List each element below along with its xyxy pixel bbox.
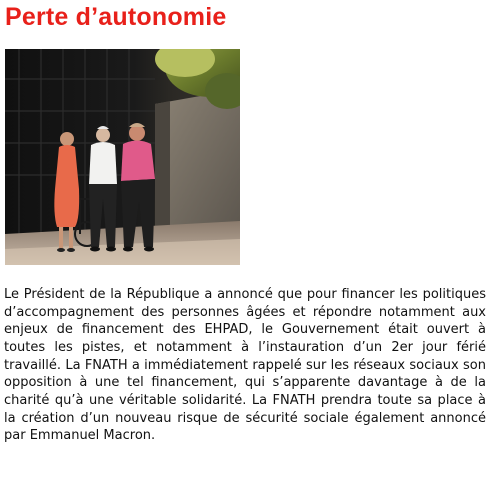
article-photo [5,49,240,265]
page-title: Perte d’autonomie [5,3,227,31]
article-body: Le Président de la République a annoncé que pour financer les politiques d’accompagnement des personnes âgées et répondre notamment aux enjeux de financement des EHPAD, le Gouvernement était ouvert à toutes les pistes, et notamment à l’instauration d’un 2er jour férié travaillé. La FNATH a immédiatement rappelé sur les réseaux sociaux son opposition à une tel financement, qui s’apparente davantage à de la charité qu’à une véritable solidarité. La FNATH prendra toute sa place à la création d’un nouveau risque de sécurité sociale également annoncé par Emmanuel Macron. [4,287,486,444]
